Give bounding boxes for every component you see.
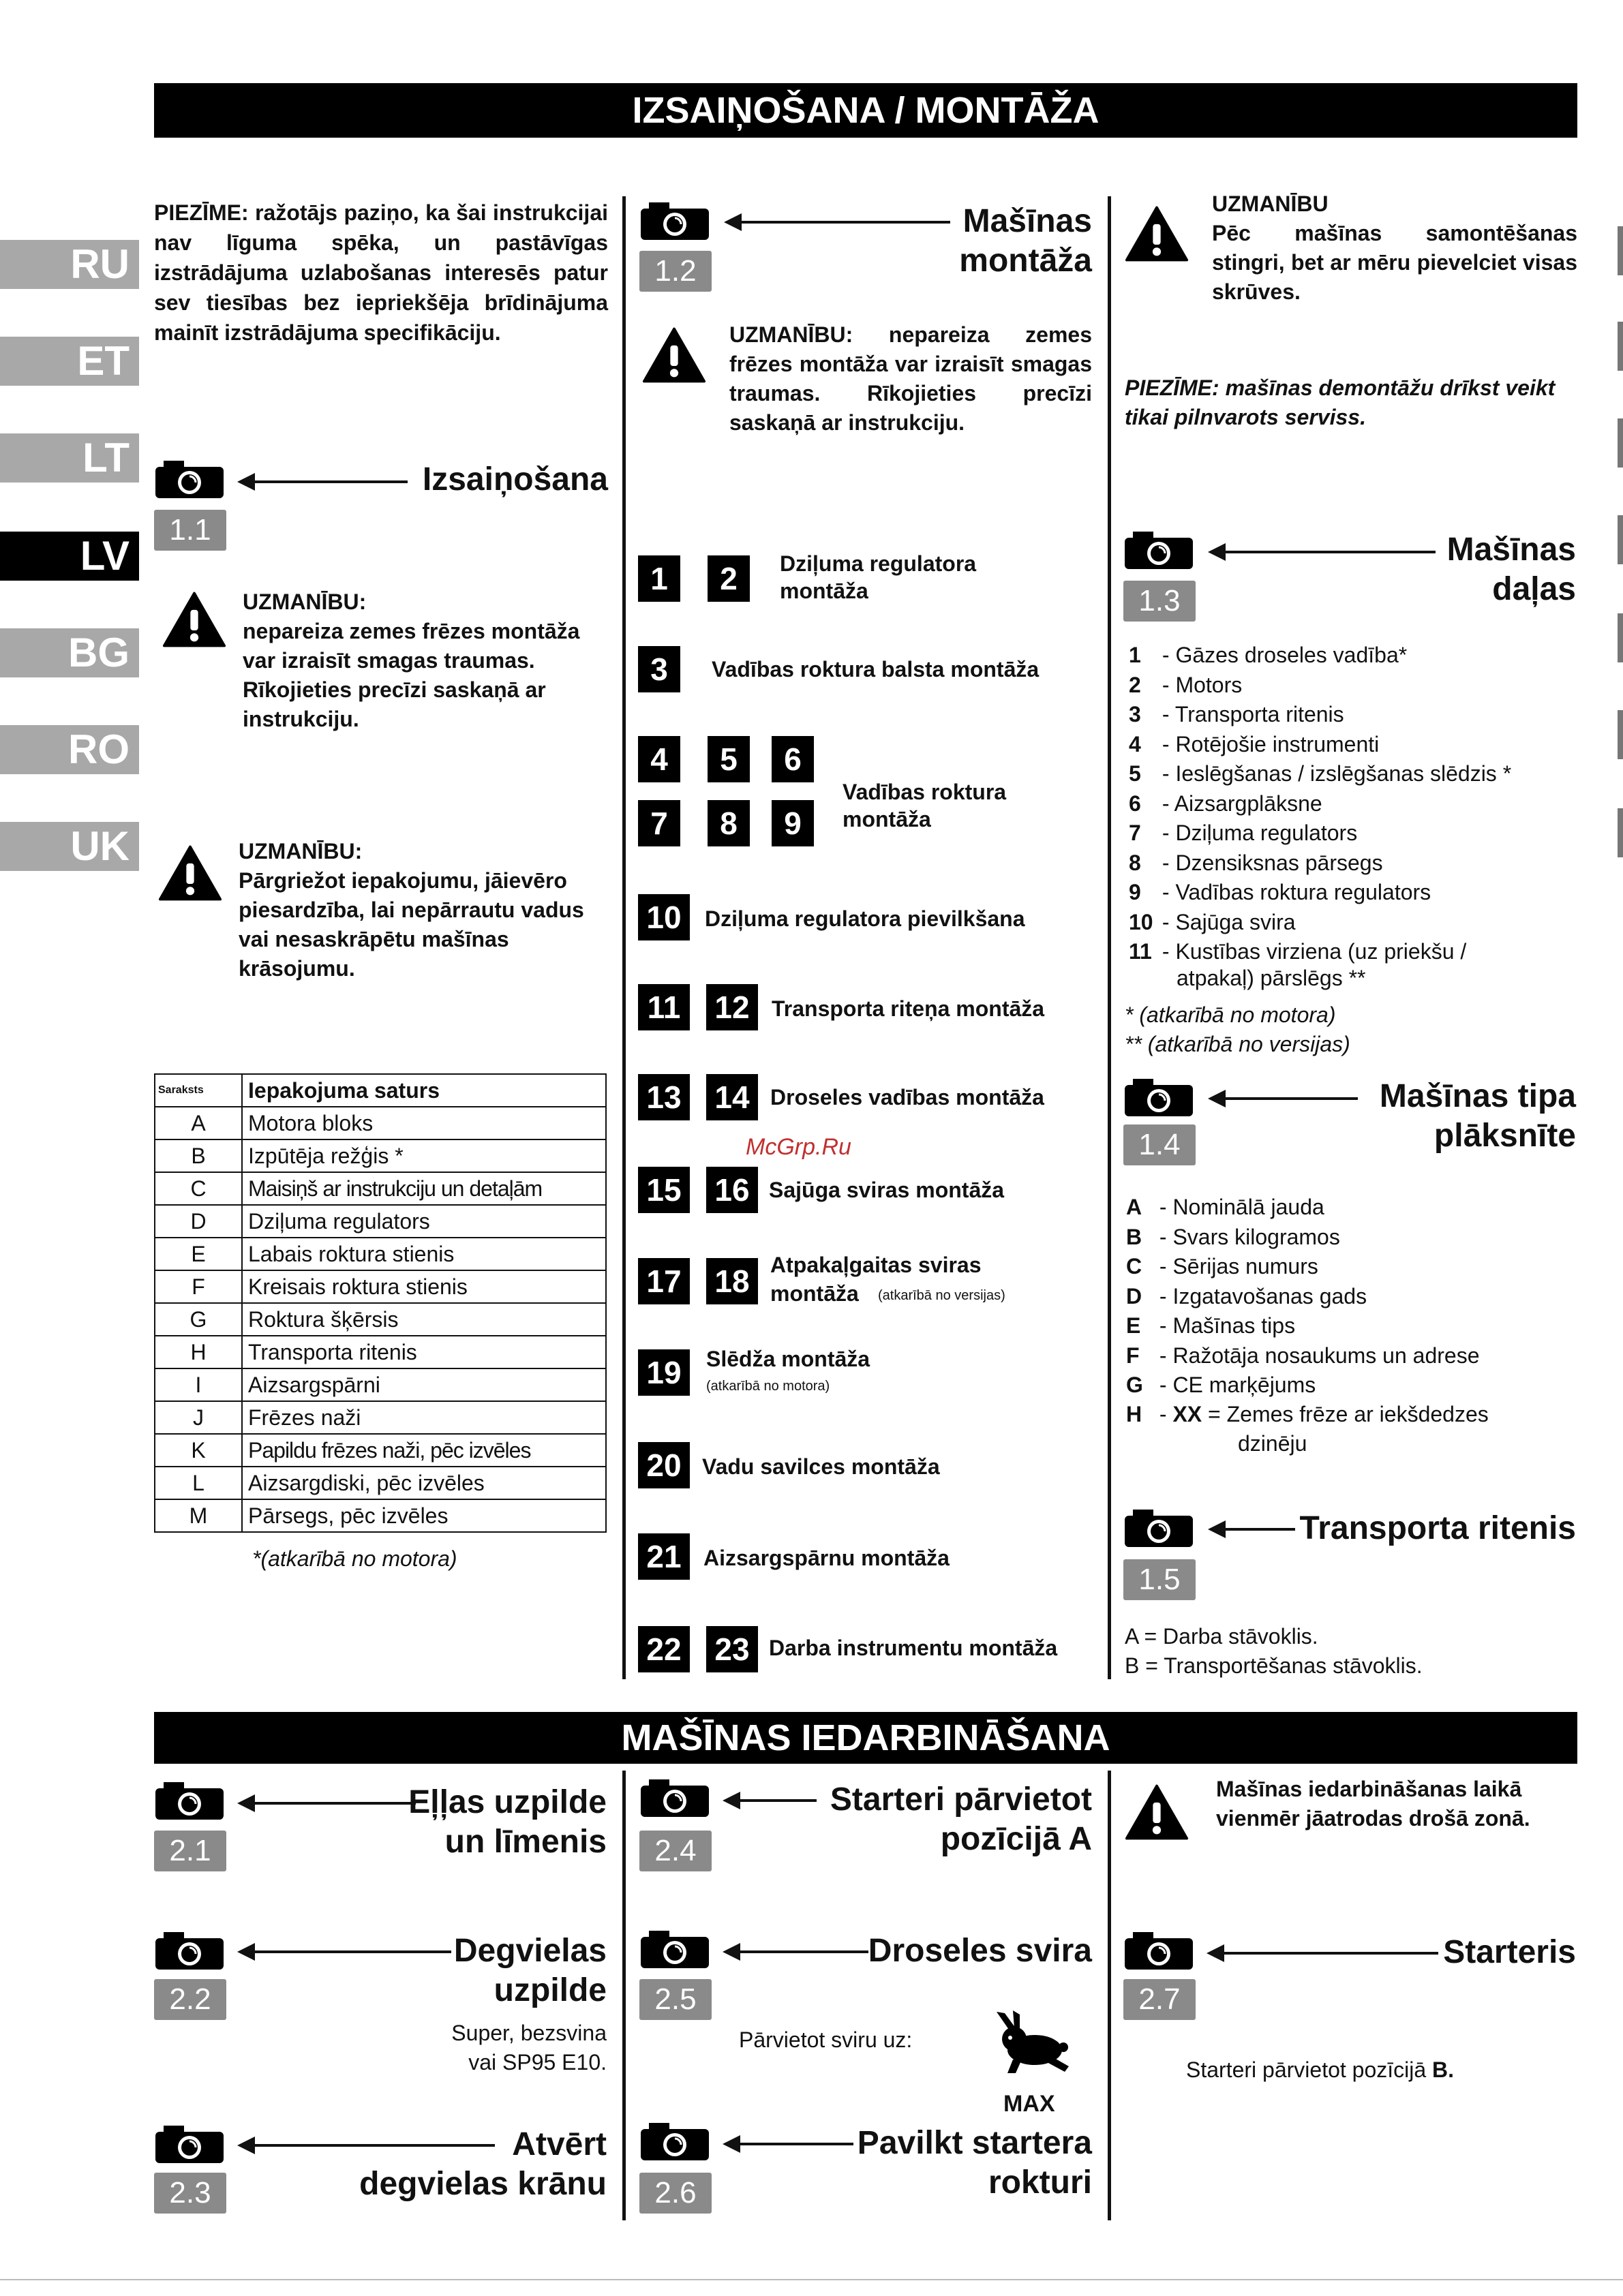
plate-item [1126, 1193, 1479, 1223]
plate-item-key: C [1126, 1254, 1142, 1279]
table-cell-key: J [155, 1401, 242, 1434]
parts-item [1129, 937, 1511, 967]
step-number: 3 [638, 646, 680, 692]
warning-text: Pārgriežot iepakojumu, jāievēro piesardzība, lai nepārrautu vadus vai nesaskrāpētu mašīnas krāsojumu. [239, 868, 584, 981]
table-footnote: *(atkarībā no motora) [252, 1546, 457, 1571]
package-contents-table [154, 1073, 607, 1533]
step-number: 7 [638, 800, 680, 846]
figure-title-line1: Pavilkt startera [857, 2125, 1092, 2161]
plate-item-text: - Nominālā jauda [1159, 1195, 1324, 1219]
warning-icon [158, 844, 222, 902]
table-cell-name: Frēzes naži [242, 1401, 606, 1434]
figure-title-starter: Starteris [1443, 1934, 1576, 1970]
column-divider [622, 196, 626, 1679]
table-cell-name: Papildu frēzes naži, pēc izvēles [242, 1434, 606, 1467]
figure-title-line1: Eļļas uzpilde [408, 1784, 607, 1820]
figure-title-line2: rokturi [988, 2164, 1092, 2201]
parts-item-text: - Kustības virziena (uz priekšu / [1162, 939, 1467, 964]
warning-text: UZMANĪBU: nepareiza zemes frēzes montāža var izraisīt smagas traumas. Rīkojieties precīzi saskaņā ar instrukciju. [729, 322, 1092, 435]
fuel-spec-line2: vai SP95 E10. [468, 2050, 607, 2075]
parts-item [1129, 730, 1511, 760]
table-cell-key: B [155, 1139, 242, 1172]
step-label: Droseles vadības montāža [770, 1085, 1044, 1109]
step-number: 1 [638, 555, 680, 602]
plate-item-text: - Sērijas numurs [1159, 1254, 1318, 1279]
warning-title: UZMANĪBU: [239, 839, 363, 863]
lang-tab-ru[interactable]: RU [0, 240, 139, 289]
position-a-text: A = Darba stāvoklis. [1125, 1624, 1318, 1649]
step-label: Dziļuma regulatora pievilkšana [705, 906, 1025, 931]
step-number: 12 [706, 984, 758, 1030]
arrow-icon [240, 480, 408, 483]
step-number: 17 [638, 1258, 690, 1304]
step-number: 4 [638, 736, 680, 782]
rabbit-icon [992, 2010, 1072, 2079]
figure-title-line2: pozīcijā A [940, 1821, 1092, 1857]
step-label: Darba instrumentu montāža [769, 1636, 1058, 1660]
table-cell-key: K [155, 1434, 242, 1467]
right-edge-tab [1618, 710, 1623, 759]
warning-icon [1125, 1783, 1189, 1841]
plate-item [1126, 1341, 1479, 1371]
figure-title-line2: daļas [1492, 571, 1576, 607]
table-cell-key: H [155, 1336, 242, 1368]
table-row [155, 1401, 606, 1434]
camera-icon [1123, 1077, 1194, 1118]
watermark: McGrp.Ru [746, 1134, 851, 1160]
step-note: (atkarībā no versijas) [878, 1288, 1005, 1303]
plate-item [1126, 1282, 1479, 1312]
table-row [155, 1434, 606, 1467]
parts-item [1129, 789, 1511, 819]
camera-icon [1123, 530, 1194, 570]
lang-tab-uk[interactable]: UK [0, 822, 139, 871]
parts-item [1129, 908, 1511, 938]
camera-icon [639, 1777, 710, 1818]
plate-item-dash: - [1159, 1402, 1167, 1426]
step-label: Vadības roktura balsta montāža [712, 657, 1040, 682]
step-label: Sajūga sviras montāža [769, 1178, 1005, 1202]
step-label: Aizsargspārnu montāža [703, 1546, 950, 1570]
column-divider [622, 1771, 626, 2220]
step-label: Vadu savilces montāža [702, 1454, 940, 1479]
right-edge-tab [1618, 515, 1623, 564]
right-edge-tab [1618, 808, 1623, 857]
table-cell-name: Dziļuma regulators [242, 1205, 606, 1238]
step-number: 22 [638, 1626, 690, 1672]
table-cell-name: Izpūtēja režģis * [242, 1139, 606, 1172]
disclaimer-note: PIEZĪME: ražotājs paziņo, ka šai instrukcijai nav līguma spēka, un pastāvīgas izstrādājuma uzlabošanas interesēs patur sev tiesības bez iepriekšēja brīdinājuma mainīt izstrādājuma specifikāciju. [154, 200, 608, 345]
right-edge-tab [1618, 418, 1623, 468]
table-row [155, 1303, 606, 1336]
lang-tab-lv[interactable]: LV [0, 532, 139, 581]
camera-icon [639, 200, 710, 241]
plate-item-key: H [1126, 1402, 1142, 1426]
plate-item [1126, 1252, 1479, 1282]
figure-title-line1: Droseles svira [868, 1933, 1092, 1969]
warning-text: nepareiza zemes frēzes montāža var izraisīt smagas traumas. Rīkojieties precīzi saskaņā ar instrukciju. [243, 619, 580, 731]
table-row [155, 1368, 606, 1401]
parts-list-continuation: atpakaļ) pārslēgs ** [1177, 966, 1366, 990]
figure-badge: 1.5 [1123, 1559, 1196, 1600]
figure-badge: 2.3 [154, 2173, 226, 2214]
table-row [155, 1270, 606, 1303]
footer-divider [0, 2279, 1623, 2280]
arrow-icon [725, 1799, 817, 1802]
right-edge-tab [1618, 322, 1623, 371]
parts-item-key: 4 [1129, 731, 1141, 756]
position-b-text: B = Transportēšanas stāvoklis. [1125, 1653, 1423, 1678]
step-number: 15 [638, 1167, 690, 1213]
table-row [155, 1336, 606, 1368]
step-number: 20 [638, 1442, 690, 1488]
figure-title-line2: uzpilde [494, 1972, 607, 2008]
figure-title-unpacking: Izsaiņošana [422, 461, 608, 498]
table-header-row [155, 1074, 606, 1107]
column-divider [1108, 196, 1111, 1679]
table-cell-name: Aizsargspārni [242, 1368, 606, 1401]
parts-item [1129, 700, 1511, 730]
camera-icon [639, 1929, 710, 1970]
warning-text: Pēc mašīnas samontēšanas stingri, bet ar mēru pievelciet visas skrūves. [1212, 221, 1577, 304]
warning-text: Mašīnas iedarbināšanas laikā vienmēr jāatrodas drošā zonā. [1216, 1777, 1530, 1831]
table-cell-name: Maisiņš ar instrukciju un detaļām [242, 1172, 606, 1205]
parts-item-text: - Motors [1162, 672, 1243, 697]
table-cell-key: E [155, 1238, 242, 1270]
disassembly-note: PIEZĪME: mašīnas demontāžu drīkst veikt tikai pilnvarots serviss. [1125, 376, 1556, 429]
parts-item-text: - Dzensiksnas pārsegs [1162, 850, 1383, 875]
plate-item-xx: XX [1172, 1402, 1202, 1426]
table-cell-key: L [155, 1467, 242, 1499]
parts-item [1129, 848, 1511, 878]
warning-icon [1125, 204, 1189, 263]
parts-item-text: - Rotējošie instrumenti [1162, 731, 1380, 756]
arrow-icon [1211, 1528, 1295, 1531]
step-label: Atpakaļgaitas sviras [770, 1253, 982, 1277]
table-cell-name: Transporta ritenis [242, 1336, 606, 1368]
figure-title-line2: un līmenis [444, 1824, 607, 1860]
plate-item [1126, 1223, 1479, 1253]
footnote: * (atkarībā no motora) [1125, 1002, 1336, 1027]
parts-item-text: - Gāzes droseles vadība* [1162, 643, 1408, 667]
step-number: 16 [706, 1167, 758, 1213]
lang-tab-bg[interactable]: BG [0, 628, 139, 677]
parts-item-key: 9 [1129, 880, 1141, 904]
table-cell-key: C [155, 1172, 242, 1205]
table-header-key: Saraksts [155, 1074, 242, 1107]
plate-item-key: B [1126, 1224, 1142, 1249]
table-cell-key: F [155, 1270, 242, 1303]
step-note: (atkarībā no motora) [706, 1379, 830, 1394]
step-label: Dziļuma regulatora montāža [780, 551, 977, 603]
figure-title-line2: plāksnīte [1434, 1118, 1576, 1154]
plate-item-text: - Mašīnas tips [1159, 1313, 1296, 1338]
parts-item [1129, 878, 1511, 908]
plate-item [1126, 1311, 1479, 1341]
parts-item-text: - Ieslēgšanas / izslēgšanas slēdzis * [1162, 761, 1512, 786]
plate-list [1126, 1193, 1479, 1400]
table-row [155, 1107, 606, 1139]
figure-title-line1: Degvielas [453, 1933, 607, 1969]
parts-item-key: 5 [1129, 761, 1141, 786]
parts-item-text: - Aizsargplāksne [1162, 791, 1322, 816]
parts-item-text: - Vadības roktura regulators [1162, 880, 1431, 904]
table-row [155, 1172, 606, 1205]
step-number: 18 [706, 1258, 758, 1304]
table-cell-name: Labais roktura stienis [242, 1238, 606, 1270]
table-header-name: Iepakojuma saturs [242, 1074, 606, 1107]
plate-item-key: F [1126, 1343, 1140, 1368]
step-number: 21 [638, 1533, 690, 1580]
step-number: 8 [708, 800, 750, 846]
plate-item-text: = Zemes frēze ar iekšdedzes [1208, 1402, 1489, 1426]
plate-item-key: D [1126, 1283, 1142, 1308]
warning-title: UZMANĪBU: [243, 590, 367, 614]
parts-item [1129, 641, 1511, 671]
figure-badge: 2.6 [639, 2173, 712, 2214]
figure-badge: 1.2 [639, 251, 712, 292]
parts-item-key: 11 [1129, 939, 1152, 964]
starter-instruction-text: Starteri pārvietot pozīcijā [1186, 2057, 1427, 2082]
plate-item-key: A [1126, 1195, 1142, 1219]
figure-title-transport-wheel: Transporta ritenis [1299, 1510, 1576, 1546]
parts-item [1129, 818, 1511, 848]
table-row [155, 1139, 606, 1172]
figure-badge: 1.1 [154, 510, 226, 551]
section-header-unpacking: IZSAIŅOŠANA / MONTĀŽA [154, 83, 1577, 138]
right-edge-tab [1618, 226, 1623, 275]
table-cell-name: Roktura šķērsis [242, 1303, 606, 1336]
parts-item-key: 6 [1129, 791, 1141, 816]
parts-item-text: - Dziļuma regulators [1162, 821, 1358, 845]
figure-title-line1: Mašīnas [1446, 532, 1576, 568]
figure-badge: 1.3 [1123, 581, 1196, 622]
parts-item-key: 7 [1129, 821, 1141, 845]
parts-item-key: 1 [1129, 643, 1141, 667]
starter-position-b: B. [1432, 2057, 1455, 2082]
figure-title-line1: Atvērt [512, 2126, 607, 2162]
step-number: 19 [638, 1349, 690, 1396]
parts-item-key: 10 [1129, 909, 1153, 934]
fuel-spec-line1: Super, bezsvina [451, 2021, 607, 2045]
figure-badge: 2.7 [1123, 1979, 1196, 2020]
figure-badge: 1.4 [1123, 1124, 1196, 1165]
step-number: 5 [708, 736, 750, 782]
plate-item-h [1126, 1400, 1489, 1429]
footnote: ** (atkarībā no versijas) [1125, 1032, 1350, 1056]
table-row [155, 1238, 606, 1270]
section-header-starting: MAŠĪNAS IEDARBINĀŠANA [154, 1712, 1577, 1764]
plate-item-key: G [1126, 1373, 1143, 1397]
lang-tab-lt[interactable]: LT [0, 433, 139, 483]
parts-item-key: 2 [1129, 672, 1141, 697]
table-cell-name: Motora bloks [242, 1107, 606, 1139]
figure-title-line1: Starteri pārvietot [830, 1781, 1092, 1818]
camera-icon [154, 1930, 225, 1971]
lang-tab-et[interactable]: ET [0, 337, 139, 386]
camera-icon [639, 2121, 710, 2162]
table-cell-name: Pārsegs, pēc izvēles [242, 1499, 606, 1532]
step-number: 10 [638, 894, 690, 940]
parts-item [1129, 759, 1511, 789]
step-label: Transporta riteņa montāža [772, 996, 1045, 1021]
lang-tab-ro[interactable]: RO [0, 725, 139, 774]
warning-title: UZMANĪBU [1212, 192, 1329, 216]
parts-item [1129, 671, 1511, 701]
plate-item-text: - Ražotāja nosaukums un adrese [1159, 1343, 1480, 1368]
right-edge-tab [1618, 613, 1623, 662]
figure-badge: 2.4 [639, 1831, 712, 1871]
camera-icon [154, 459, 225, 500]
figure-badge: 2.2 [154, 1979, 226, 2020]
warning-icon [642, 326, 706, 384]
plate-item-text: - CE marķējums [1159, 1373, 1316, 1397]
column-divider [1108, 1771, 1111, 2220]
step-number: 9 [772, 800, 814, 846]
parts-item-key: 8 [1129, 850, 1141, 875]
figure-title-line1: Mašīnas tipa [1379, 1078, 1576, 1114]
camera-icon [154, 2124, 225, 2164]
table-row [155, 1467, 606, 1499]
figure-title-line2: montāža [959, 243, 1092, 279]
camera-icon [154, 1780, 225, 1821]
figure-badge: 2.5 [639, 1979, 712, 2020]
parts-item-key: 3 [1129, 702, 1141, 726]
plate-item-text-cont: dzinēju [1238, 1431, 1307, 1456]
table-cell-key: D [155, 1205, 242, 1238]
plate-item [1126, 1371, 1479, 1400]
step-number: 6 [772, 736, 814, 782]
warning-icon [162, 590, 226, 649]
step-label: Vadības roktura montāža [843, 780, 1007, 831]
figure-title-line1: Mašīnas [962, 203, 1092, 239]
figure-badge: 2.1 [154, 1831, 226, 1871]
camera-icon [1123, 1507, 1194, 1548]
plate-item-key: E [1126, 1313, 1141, 1338]
lever-instruction: Pārvietot sviru uz: [739, 2027, 913, 2052]
parts-item-text: - Sajūga svira [1162, 909, 1296, 934]
step-number: 23 [706, 1626, 758, 1672]
step-number: 11 [638, 984, 690, 1030]
step-number: 14 [706, 1074, 758, 1120]
step-number: 2 [708, 555, 750, 602]
step-label: Slēdža montāža [706, 1347, 870, 1371]
step-number: 13 [638, 1074, 690, 1120]
table-cell-key: A [155, 1107, 242, 1139]
plate-item-text: - Svars kilogramos [1159, 1224, 1340, 1249]
figure-title-line2: degvielas krānu [359, 2166, 607, 2202]
table-cell-name: Kreisais roktura stienis [242, 1270, 606, 1303]
table-row [155, 1499, 606, 1532]
table-cell-key: M [155, 1499, 242, 1532]
table-cell-name: Aizsargdiski, pēc izvēles [242, 1467, 606, 1499]
starter-instruction [1186, 2055, 1454, 2085]
table-row [155, 1205, 606, 1238]
camera-icon [1123, 1930, 1194, 1971]
step-label: montāža [770, 1281, 859, 1306]
max-label: MAX [1003, 2091, 1055, 2117]
plate-item-text: - Izgatavošanas gads [1159, 1283, 1367, 1308]
parts-item-text: - Transporta ritenis [1162, 702, 1344, 726]
parts-list [1129, 641, 1511, 967]
table-cell-key: G [155, 1303, 242, 1336]
table-cell-key: I [155, 1368, 242, 1401]
